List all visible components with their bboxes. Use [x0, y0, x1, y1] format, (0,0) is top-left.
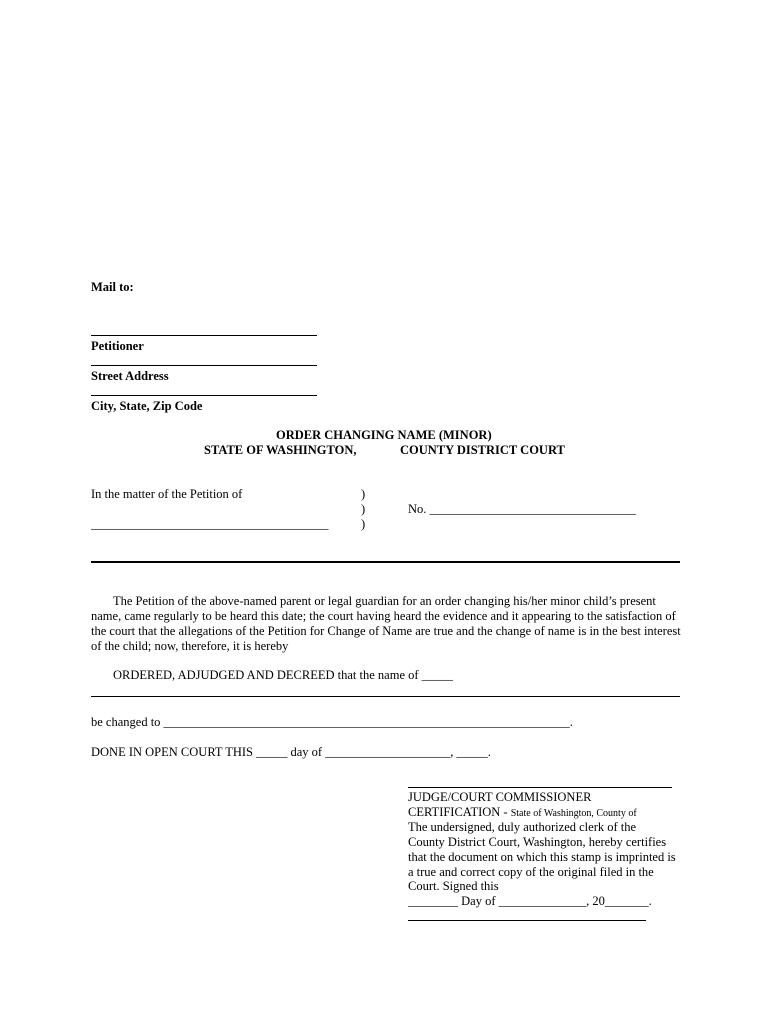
city-state-zip-line[interactable] [91, 395, 317, 396]
certification-label: CERTIFICATION - [408, 805, 511, 819]
petitioner-name-field[interactable]: ______________________________________ [91, 517, 329, 531]
street-address-label: Street Address [91, 369, 169, 383]
petition-paragraph: The Petition of the above-named parent or legal guardian for an order changing his/her minor child’s present name, came regularly to be heard this date; the court having heard the evidence and it appearing to the satisfaction of the court that the allegations of the Petition for Change of Name are true and the change of name is in the best interest of the child; now, therefore, it is hereby [91, 594, 681, 653]
changed-to-clause: be changed to _________________________________________________________________. [91, 715, 573, 729]
document-title: ORDER CHANGING NAME (MINOR) [276, 428, 492, 442]
caption-divider [91, 561, 680, 563]
state-heading: STATE OF WASHINGTON, [204, 443, 357, 457]
certification-date-line[interactable]: ________ Day of ______________, 20_______. [408, 894, 652, 908]
certification-line-3: that the document on which this stamp is imprinted is [408, 850, 676, 864]
clerk-signature-line[interactable] [408, 920, 646, 921]
city-state-zip-label: City, State, Zip Code [91, 399, 203, 413]
petitioner-label: Petitioner [91, 339, 144, 353]
case-number-field[interactable]: No. _________________________________ [408, 502, 636, 516]
street-address-line[interactable] [91, 365, 317, 366]
ordered-clause: ORDERED, ADJUDGED AND DECREED that the name of _____ [113, 668, 453, 682]
matter-label: In the matter of the Petition of [91, 487, 243, 501]
caption-paren-1: ) [361, 487, 366, 501]
certification-line-5: Court. Signed this [408, 879, 499, 893]
certification-county: State of Washington, County of [510, 808, 637, 819]
mail-to-label: Mail to: [91, 280, 134, 294]
caption-paren-2: ) [361, 502, 366, 516]
certification-line-2: County District Court, Washington, hereby certifies [408, 835, 667, 849]
judge-signature-line[interactable] [408, 787, 672, 788]
certification-line-1: The undersigned, duly authorized clerk of the [408, 820, 637, 834]
certification-line-4: a true and correct copy of the original filed in the [408, 865, 654, 879]
certification-heading [408, 805, 637, 820]
done-in-court-clause: DONE IN OPEN COURT THIS _____ day of ____________________, _____. [91, 745, 491, 759]
current-name-line[interactable] [91, 696, 680, 697]
court-heading: COUNTY DISTRICT COURT [400, 443, 565, 457]
petitioner-line[interactable] [91, 335, 317, 336]
judge-label: JUDGE/COURT COMMISSIONER [408, 790, 592, 804]
caption-paren-3: ) [361, 517, 366, 531]
